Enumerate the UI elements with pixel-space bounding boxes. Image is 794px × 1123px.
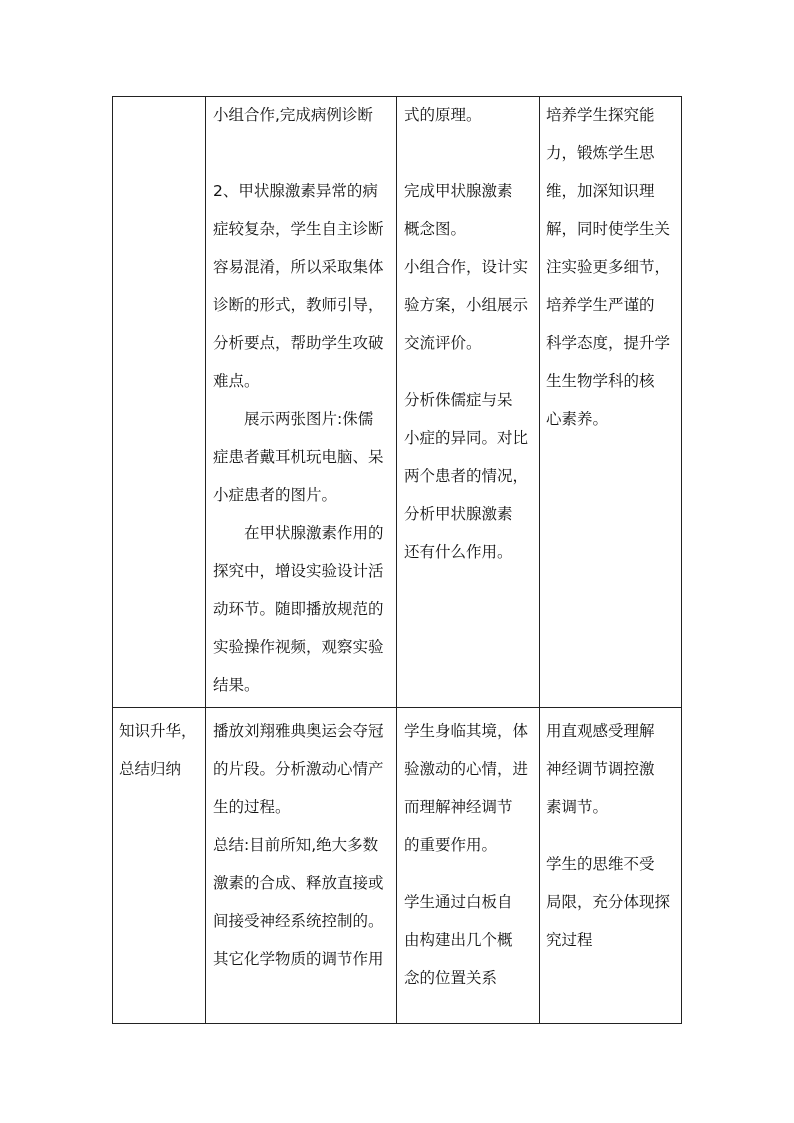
text-line: 小组合作，设计实	[404, 258, 529, 276]
text-line: 由构建出几个概	[404, 931, 513, 949]
text-line: 实验操作视频，观察实验	[213, 638, 384, 656]
text-line: 难点。	[213, 372, 260, 390]
text-line: 分析要点，帮助学生攻破	[213, 334, 384, 352]
text-line: 培养学生严谨的	[546, 296, 655, 314]
table-border-right	[681, 96, 682, 1024]
row1-teacher-cell	[213, 96, 384, 704]
row-divider	[112, 707, 682, 708]
text-line: 局限，充分体现探	[546, 893, 671, 911]
text-line: 生生物学科的核	[546, 372, 655, 390]
text-line: 动环节。随即播放规范的	[213, 600, 384, 618]
text-line: 解，同时使学生关	[546, 220, 671, 238]
text-line: 诊断的形式，教师引导，	[213, 296, 384, 314]
text-line: 知识升华，	[119, 722, 197, 740]
text-line: 而理解神经调节	[404, 798, 513, 816]
blank-line	[546, 826, 670, 845]
text-line: 神经调节调控激	[546, 760, 655, 778]
text-line: 素调节。	[546, 798, 609, 816]
text-line: 结果。	[213, 676, 260, 694]
text-line: 小症的异同。对比	[404, 429, 529, 447]
text-line: 概念图。	[404, 220, 467, 238]
text-line: 学生通过白板自	[404, 893, 513, 911]
table-border-left	[112, 96, 113, 1024]
text-line: 验方案，小组展示	[404, 296, 529, 314]
row2-stage-cell	[119, 712, 197, 788]
text-line: 念的位置关系	[404, 969, 498, 987]
text-line: 究过程	[546, 931, 593, 949]
text-line: 分析侏儒症与呆	[404, 391, 513, 409]
text-line: 2、甲状腺激素异常的病	[213, 182, 378, 200]
text-line: 总结归纳	[119, 760, 182, 778]
row1-purpose-cell	[546, 96, 670, 438]
text-line: 式的原理。	[404, 106, 482, 124]
text-line: 交流评价。	[404, 334, 482, 352]
text-line: 播放刘翔雅典奥运会夺冠	[213, 722, 384, 740]
text-line: 用直观感受理解	[546, 722, 655, 740]
blank-line	[404, 864, 528, 883]
lesson-table	[112, 96, 682, 1024]
blank-line	[404, 362, 528, 381]
text-line: 学生身临其境，体	[404, 722, 529, 740]
table-border-bottom	[112, 1023, 682, 1024]
text-line: 分析甲状腺激素	[404, 505, 513, 523]
text-line: 完成甲状腺激素	[404, 182, 513, 200]
text-line: 探究中，增设实验设计活	[213, 562, 384, 580]
text-line: 学生的思维不受	[546, 855, 655, 873]
text-line: 生的过程。	[213, 798, 291, 816]
text-line: 展示两张图片:侏儒	[244, 410, 374, 428]
text-line: 间接受神经系统控制的。	[213, 912, 384, 930]
row1-student-cell	[404, 96, 528, 571]
text-line: 症较复杂，学生自主诊断	[213, 220, 384, 238]
row2-teacher-cell	[213, 712, 384, 978]
text-line: 力，锻炼学生思	[546, 144, 655, 162]
text-line: 小症患者的图片。	[213, 486, 338, 504]
text-line: 科学态度，提升学	[546, 334, 671, 352]
text-line: 症患者戴耳机玩电脑、呆	[213, 448, 384, 466]
text-line: 总结:目前所知,绝大多数	[213, 836, 379, 854]
text-line: 维，加深知识理	[546, 182, 655, 200]
text-line: 其它化学物质的调节作用	[213, 950, 384, 968]
blank-line	[213, 134, 384, 172]
text-line: 两个患者的情况，	[404, 467, 529, 485]
row2-student-cell	[404, 712, 528, 997]
text-line: 的片段。分析激动心情产	[213, 760, 384, 778]
text-line: 培养学生探究能	[546, 106, 655, 124]
text-line: 还有什么作用。	[404, 543, 513, 561]
text-line: 验激动的心情，进	[404, 760, 529, 778]
text-line: 注实验更多细节，	[546, 258, 671, 276]
text-line: 的重要作用。	[404, 836, 498, 854]
text-line: 容易混淆，所以采取集体	[213, 258, 384, 276]
column-divider-2	[396, 96, 397, 1024]
text-line: 在甲状腺激素作用的	[244, 524, 384, 542]
blank-line	[404, 134, 528, 172]
text-line: 激素的合成、释放直接或	[213, 874, 384, 892]
column-divider-1	[205, 96, 206, 1024]
column-divider-3	[539, 96, 540, 1024]
text-line: 心素养。	[546, 410, 609, 428]
text-line: 小组合作,完成病例诊断	[213, 106, 373, 124]
row2-purpose-cell	[546, 712, 670, 959]
